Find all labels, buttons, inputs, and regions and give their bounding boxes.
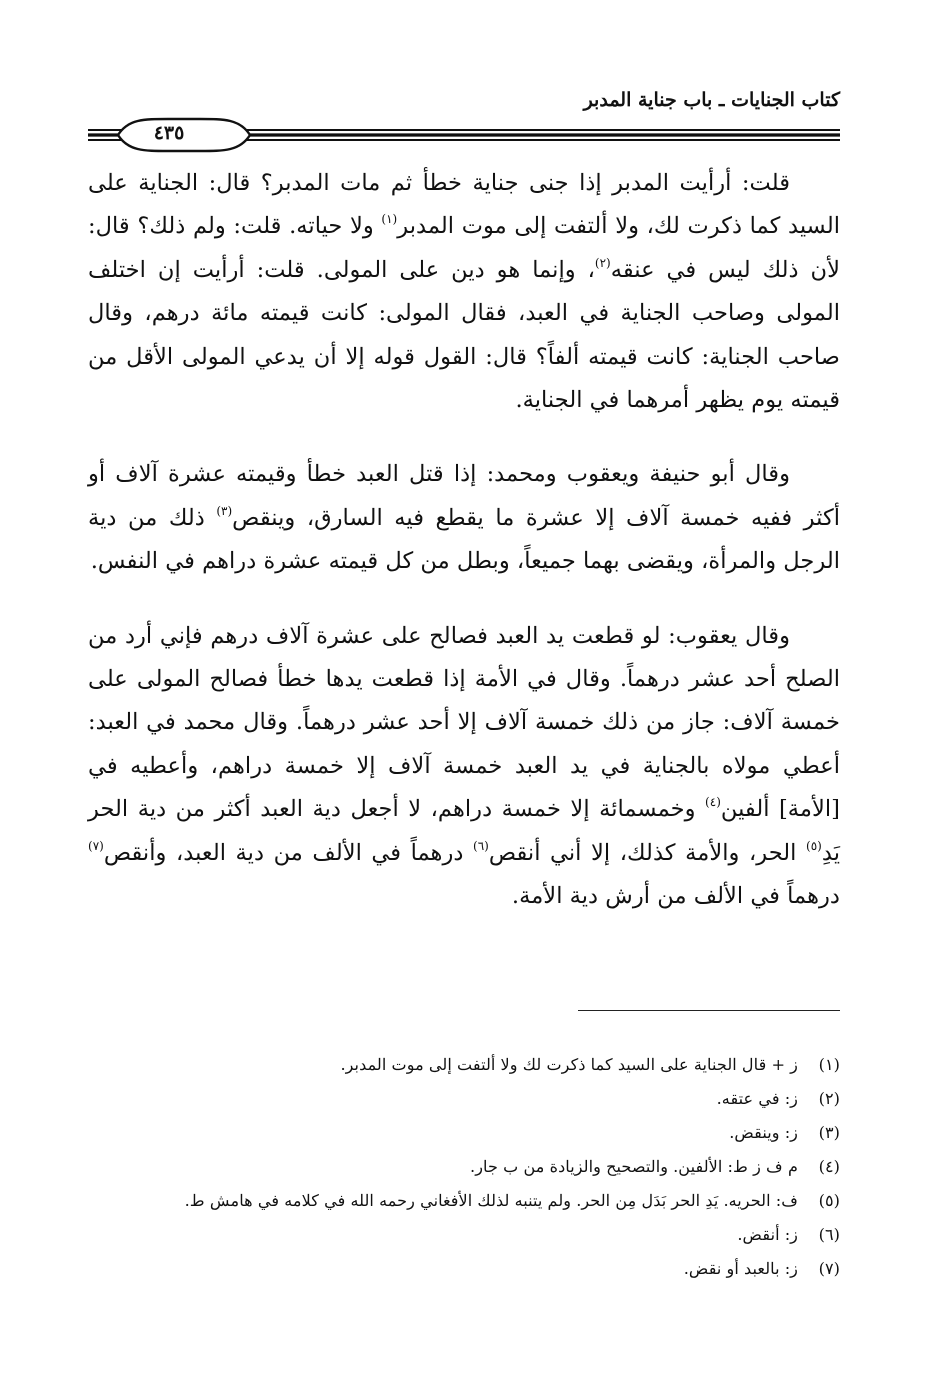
footnote-number: (٧)	[818, 1259, 840, 1278]
footnote-text: م ف ز ط: الألفين. والتصحيح والزيادة من ب جار.	[470, 1157, 798, 1176]
footnote-number: (٦)	[818, 1225, 840, 1244]
footnote-6	[88, 1218, 840, 1252]
footnote-ref-3: (٣)	[216, 503, 233, 518]
paragraph-3-text-a: وقال يعقوب: لو قطعت يد العبد فصالح على عشرة آلاف درهم فإني أرد من الصلح أحد عشر درهماً. وقال في الأمة إذا قطعت يدها خطأ فصالح المولى على خمسة آلاف: جاز من ذلك خمسة آلاف إلا أحد عشر درهماً. وقال محمد في العبد: أعطي مولاه بالجناية في يد العبد خمسة آلاف إلا خمسة دراهم، وأعطيه في [الأمة] ألفين	[88, 622, 840, 823]
paragraph-1-text-c: ، وإنما هو دين على المولى. قلت: أرأيت إن اختلف المولى وصاحب الجناية في العبد، فقال المولى: كانت قيمته مائة درهم، وقال صاحب الجناية: كانت قيمته ألفاً؟ قال: القول قوله إلا أن يدعي المولى الأقل من قيمته يوم يظهر أمرهما في الجناية.	[88, 256, 840, 414]
footnote-text: ز: في عتقه.	[716, 1089, 798, 1108]
paragraph-1-text-b: ولا حياته. قلت: ولم ذلك؟ قال: لأن ذلك ليس في عنقه	[88, 213, 840, 283]
paragraph-3-text-b: وخمسمائة إلا خمسة دراهم، لا أجعل دية العبد أكثر من دية الحر يَدِ	[88, 796, 841, 866]
footnote-number: (٣)	[818, 1123, 840, 1142]
paragraph-3-text-c: الحر، والأمة كذلك، إلا أني أنقص	[488, 839, 807, 866]
paragraph-3	[88, 615, 840, 919]
footnote-number: (٥)	[818, 1191, 840, 1210]
header-rule	[88, 116, 840, 154]
paragraph-2	[88, 453, 840, 583]
footnote-4	[88, 1150, 840, 1184]
footnotes	[88, 1048, 840, 1286]
footnote-ref-5: (٥)	[806, 838, 822, 853]
footnote-text: ز: أنقض.	[737, 1225, 798, 1244]
paragraph-3-text-e: درهماً في الألف من أرش دية الأمة.	[511, 883, 840, 910]
footnote-number: (١)	[818, 1055, 840, 1074]
paragraph-1-text-a: قلت: أرأيت المدبر إذا جنى جناية خطأ ثم مات المدبر؟ قال: الجناية على السيد كما ذكرت لك، ولا ألتفت إلى موت المدبر	[88, 170, 840, 240]
footnote-1	[88, 1048, 840, 1082]
footnote-ref-2: (٢)	[594, 255, 611, 270]
book-page	[88, 70, 840, 1370]
main-text	[88, 162, 840, 950]
footnote-text: ز: وينقض.	[729, 1123, 798, 1142]
footnote-number: (٤)	[818, 1157, 840, 1176]
footnote-5	[88, 1184, 840, 1218]
paragraph-2-text-b: ذلك من دية الرجل والمرأة، ويقضى بهما جميعاً، وبطل من كل قيمته عشرة دراهم في النفس.	[88, 504, 840, 575]
page-number: ٤٣٥	[153, 122, 185, 144]
footnote-ref-6: (٦)	[473, 838, 489, 853]
paragraph-1	[88, 162, 840, 422]
paragraph-2-text-a: وقال أبو حنيفة ويعقوب ومحمد: إذا قتل العبد خطأ وقيمته عشرة آلاف أو أكثر ففيه خمسة آلاف إلا عشرة ما يقطع فيه السارق، وينقص	[88, 461, 840, 531]
paragraph-3-text-d: درهماً في الألف من دية العبد، وأنقص	[103, 839, 473, 866]
footnote-ref-1: (١)	[381, 212, 398, 227]
footnote-text: ف: الحريه. يَدِ الحر بَدَل مِن الحر. ولم يتنبه لذلك الأفغاني رحمه الله في كلامه في هامش ط.	[184, 1191, 798, 1210]
footnote-text: ز: بالعبد أو نقض.	[683, 1259, 798, 1278]
footnote-3	[88, 1116, 840, 1150]
footnote-number: (٢)	[818, 1089, 840, 1108]
footnote-text: ز + قال الجناية على السيد كما ذكرت لك ولا ألتفت إلى موت المدبر.	[340, 1055, 798, 1074]
footnote-ref-4: (٤)	[705, 795, 721, 810]
running-header: كتاب الجنايات ـ باب جناية المدبر	[583, 89, 840, 111]
footnote-ref-7: (٧)	[88, 838, 104, 853]
footnote-separator	[578, 1010, 840, 1011]
footnote-2	[88, 1082, 840, 1116]
footnote-7	[88, 1252, 840, 1286]
